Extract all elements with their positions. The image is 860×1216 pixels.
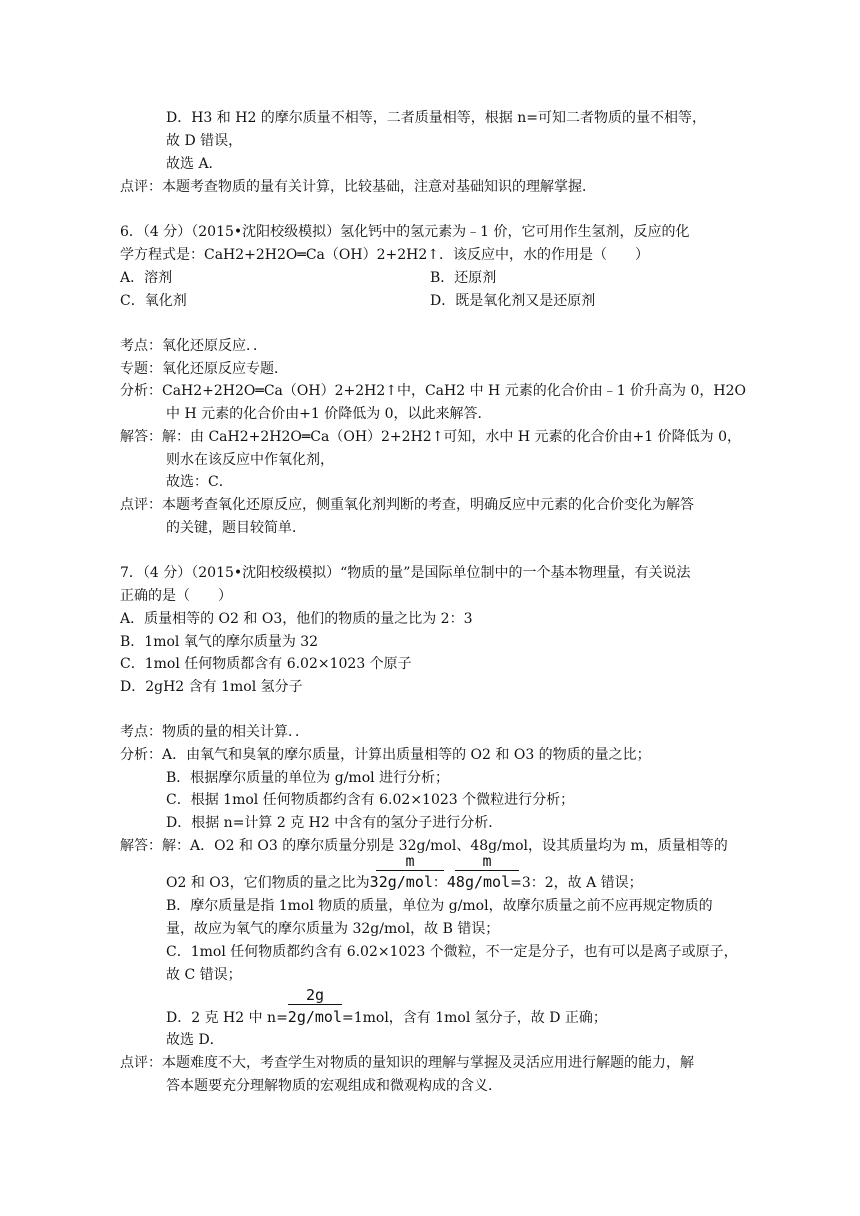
q7-analysis-a: 分析：A．由氧气和臭氧的摩尔质量，计算出质量相等的 O2 和 O3 的物质的量之比； bbox=[120, 747, 651, 763]
q6-stem-line2: 学方程式是：CaH2+2H2O═Ca（OH）2+2H2↑．该反应中，水的作用是（ ） bbox=[120, 247, 649, 263]
q6-analysis-line1: 分析：CaH2+2H2O═Ca（OH）2+2H2↑中，CaH2 中 H 元素的化合价由﹣1 价升高为 0，H2O bbox=[120, 383, 747, 399]
q7-solution-d bbox=[166, 1007, 607, 1028]
fraction-numerator: m bbox=[482, 852, 492, 870]
fraction-bar bbox=[376, 870, 444, 871]
q7-analysis-b: B．根据摩尔质量的单位为 g/mol 进行分析； bbox=[166, 770, 450, 786]
q7-comment-line2: 答本题要充分理解物质的宏观组成和微观构成的含义． bbox=[166, 1078, 502, 1094]
solution-text: =3：2，故 A 错误； bbox=[510, 875, 643, 891]
q6-comment-line2: 的关键，题目较简单． bbox=[166, 520, 306, 536]
q7-solution-a-line1: 解答：解：A．O2 和 O3 的摩尔质量分别是 32g/mol、48g/mol，设其质量均为 m，质量相等的 bbox=[120, 838, 728, 854]
q7-option-c: C．1mol 任何物质都含有 6.02×1023 个原子 bbox=[120, 656, 412, 672]
q7-kaodian: 考点：物质的量的相关计算．． bbox=[120, 724, 309, 740]
q6-comment-line1: 点评：本题考查氧化还原反应，侧重氧化剂判断的考查，明确反应中元素的化合价变化为解答 bbox=[120, 497, 694, 513]
prev-answer-d-line1: D．H3 和 H2 的摩尔质量不相等，二者质量相等，根据 n=可知二者物质的量不相等， bbox=[166, 110, 707, 126]
q6-stem-line1: 6．（4 分）（2015•沈阳校级模拟）氢化钙中的氢元素为﹣1 价，它可用作生氢剂，反应的化 bbox=[120, 224, 690, 240]
q7-solution-b-line2: 量，故应为氧气的摩尔质量为 32g/mol，故 B 错误； bbox=[166, 921, 500, 937]
q7-stem-line2: 正确的是（ ） bbox=[120, 588, 232, 604]
q7-option-d: D．2gH2 含有 1mol 氢分子 bbox=[120, 679, 303, 695]
q6-option-a: A．溶剂 bbox=[120, 270, 173, 286]
q6-option-d: D．既是氧化剂又是还原剂 bbox=[430, 293, 596, 309]
fraction-bar bbox=[288, 1004, 342, 1005]
fraction-denominator: 2g/mol bbox=[287, 1008, 342, 1026]
q7-solution-b-line1: B．摩尔质量是指 1mol 物质的质量，单位为 g/mol，故摩尔质量之前不应再规定物质的 bbox=[166, 898, 713, 914]
q7-comment-line1: 点评：本题难度不大，考查学生对物质的量知识的理解与掌握及灵活应用进行解题的能力，解 bbox=[120, 1055, 694, 1071]
fraction-2g-over-2gmol bbox=[288, 986, 342, 1005]
q7-solution-choice: 故选 D． bbox=[166, 1032, 224, 1048]
q7-analysis-c: C．根据 1mol 任何物质都约含有 6.02×1023 个微粒进行分析； bbox=[166, 792, 575, 808]
solution-text: D．2 克 H2 中 n= bbox=[166, 1010, 288, 1026]
q7-option-b: B．1mol 氧气的摩尔质量为 32 bbox=[120, 634, 319, 650]
q7-option-a: A．质量相等的 O2 和 O3，他们的物质的量之比为 2：3 bbox=[120, 611, 473, 627]
fraction-denominator: 48g/mol bbox=[446, 873, 511, 891]
q6-option-c: C．氧化剂 bbox=[120, 293, 187, 309]
solution-text: =1mol，含有 1mol 氢分子，故 D 正确； bbox=[341, 1010, 607, 1026]
fraction-m-over-32 bbox=[376, 852, 444, 871]
q7-solution-c-line1: C．1mol 任何物质都约含有 6.02×1023 个微粒，不一定是分子，也有可以是离子或原子， bbox=[166, 944, 738, 960]
q6-solution-choice: 故选：C． bbox=[166, 474, 233, 490]
fraction-numerator: m bbox=[405, 852, 415, 870]
q7-solution-a-line2 bbox=[166, 872, 643, 893]
prev-answer-choice: 故选 A． bbox=[166, 156, 223, 172]
q7-stem-line1: 7．（4 分）（2015•沈阳校级模拟）“物质的量”是国际单位制中的一个基本物理量，有关说法 bbox=[120, 565, 691, 581]
q6-solution-line2: 则水在该反应中作氧化剂， bbox=[166, 452, 334, 468]
q7-analysis-d: D．根据 n=计算 2 克 H2 中含有的氢分子进行分析． bbox=[166, 815, 503, 831]
fraction-denominator: 32g/mol bbox=[369, 873, 433, 891]
q6-option-b: B．还原剂 bbox=[430, 270, 497, 286]
ratio-separator: ： bbox=[432, 875, 447, 891]
fraction-numerator: 2g bbox=[305, 986, 325, 1004]
q6-solution-line1: 解答：解：由 CaH2+2H2O═Ca（OH）2+2H2↑可知，水中 H 元素的化合价由+1 价降低为 0， bbox=[120, 429, 741, 445]
q7-solution-c-line2: 故 C 错误； bbox=[166, 967, 242, 983]
fraction-m-over-48 bbox=[455, 852, 519, 871]
q6-zhuanti: 专题：氧化还原反应专题． bbox=[120, 361, 288, 377]
prev-answer-d-line2: 故 D 错误， bbox=[166, 133, 243, 149]
solution-text: O2 和 O3，它们物质的量之比为 bbox=[166, 875, 370, 891]
prev-comment: 点评：本题考查物质的量有关计算，比较基础，注意对基础知识的理解掌握． bbox=[120, 179, 596, 195]
q6-kaodian: 考点：氧化还原反应．． bbox=[120, 338, 267, 354]
q6-analysis-line2: 中 H 元素的化合价由+1 价降低为 0，以此来解答． bbox=[166, 406, 492, 422]
fraction-bar bbox=[455, 870, 519, 871]
